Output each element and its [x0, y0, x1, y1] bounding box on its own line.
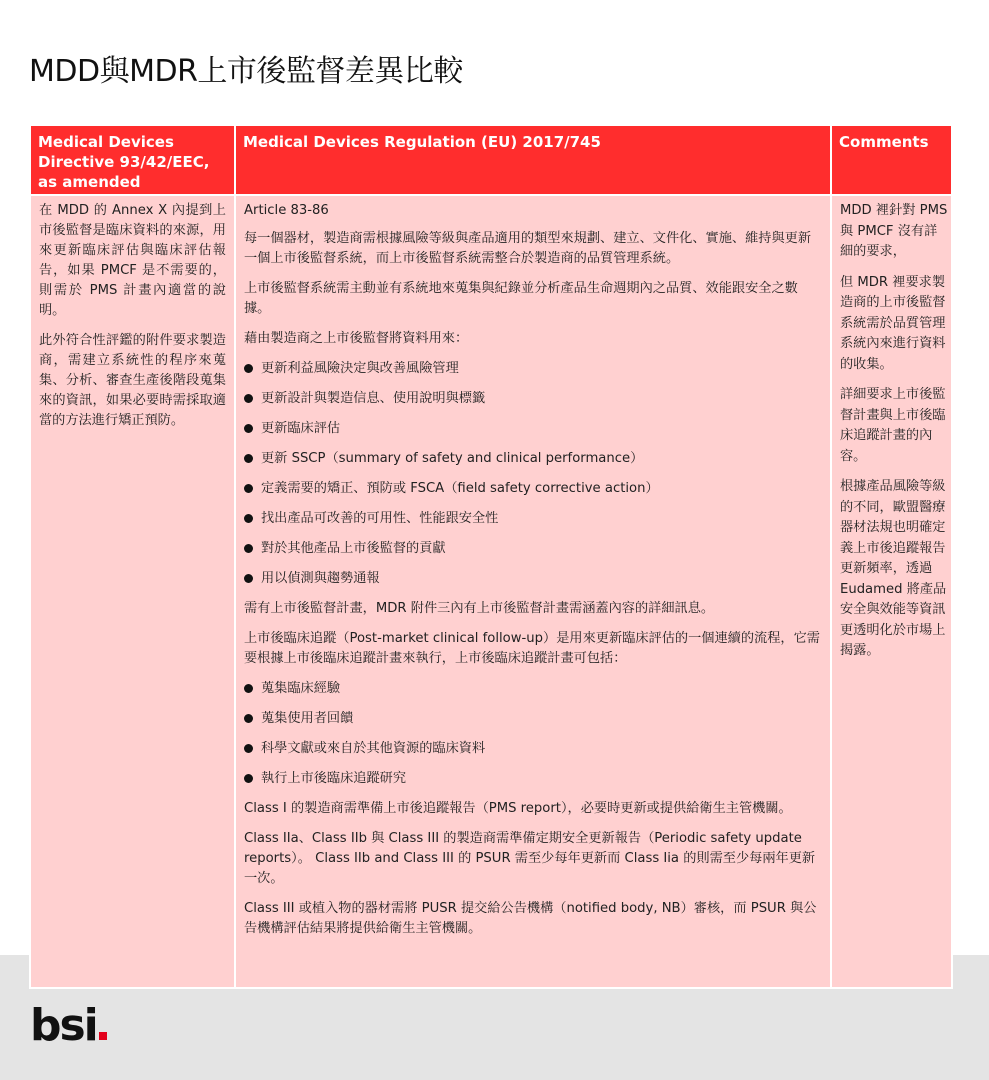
list-item — [244, 359, 822, 379]
mdr-paragraph: 上市後監督系統需主動並有系統地來蒐集與紀錄並分析產品生命週期內之品質、效能跟安全之數據。 — [244, 281, 798, 316]
pms-uses-list — [244, 359, 822, 589]
bullet-icon — [244, 424, 253, 433]
mdr-paragraph: 藉由製造商之上市後監督將資料用來： — [244, 331, 469, 346]
mdr-paragraph: Class IIa、Class IIb 與 Class III 的製造商需準備定期安全更新報告（Periodic safety update reports）。 Class IIb and Class III 的 PSUR 需至少每年更新而 Class Iia 的則需至少每兩年更新一次。 — [244, 831, 816, 886]
page-title: MDD與MDR上市後監督差異比較 — [29, 54, 463, 89]
mdd-cell — [30, 195, 235, 988]
list-item-text: 科學文獻或來自於其他資源的臨床資料 — [261, 741, 486, 756]
list-item-text: 更新 SSCP（summary of safety and clinical performance） — [261, 451, 644, 466]
list-item-text: 更新臨床評估 — [261, 421, 341, 436]
header-mdr: Medical Devices Regulation (EU) 2017/745 — [235, 125, 831, 195]
comment-paragraph: 詳細要求上市後監督計畫與上市後臨床追蹤計畫的內容。 — [840, 387, 946, 464]
header-mdd: Medical Devices Directive 93/42/EEC, as amended — [30, 125, 235, 195]
bsi-logo-text: bsi — [30, 1000, 97, 1051]
list-item — [244, 479, 822, 499]
bullet-icon — [244, 394, 253, 403]
logo-dot-icon — [99, 1032, 107, 1040]
list-item-text: 蒐集臨床經驗 — [261, 681, 341, 696]
mdr-paragraph: 每一個器材，製造商需根據風險等級與產品適用的類型來規劃、建立、文件化、實施、維持與更新一個上市後監督系統，而上市後監督系統需整合於製造商的品質管理系統。 — [244, 231, 812, 266]
list-item-text: 找出產品可改善的可用性、性能跟安全性 — [261, 511, 499, 526]
mdr-paragraph: Class III 或植入物的器材需將 PUSR 提交給公告機構（notified body, NB）審核，而 PSUR 與公告機構評估結果將提供給衛生主管機關。 — [244, 901, 817, 936]
list-item — [244, 739, 822, 759]
list-item — [244, 769, 822, 789]
list-item-text: 更新利益風險決定與改善風險管理 — [261, 361, 459, 376]
bullet-icon — [244, 574, 253, 583]
bullet-icon — [244, 684, 253, 693]
bullet-icon — [244, 544, 253, 553]
list-item — [244, 509, 822, 529]
list-item — [244, 539, 822, 559]
bullet-icon — [244, 714, 253, 723]
list-item — [244, 449, 822, 469]
list-item — [244, 569, 822, 589]
mdr-paragraph: Class I 的製造商需準備上市後追蹤報告（PMS report），必要時更新或提供給衛生主管機關。 — [244, 801, 792, 816]
list-item-text: 對於其他產品上市後監督的貢獻 — [261, 541, 446, 556]
bullet-icon — [244, 744, 253, 753]
table-header-row — [30, 125, 952, 195]
mdr-paragraph: 需有上市後監督計畫，MDR 附件三內有上市後監督計畫需涵蓋內容的詳細訊息。 — [244, 601, 715, 616]
bullet-icon — [244, 514, 253, 523]
list-item-text: 更新設計與製造信息、使用說明與標籤 — [261, 391, 486, 406]
mdr-article-ref: Article 83-86 — [244, 203, 329, 218]
list-item-text: 用以偵測與趨勢通報 — [261, 571, 380, 586]
mdr-paragraph: 上市後臨床追蹤（Post-market clinical follow-up）是用來更新臨床評估的一個連續的流程，它需要根據上市後臨床追蹤計畫來執行，上市後臨床追蹤計畫可包括： — [244, 631, 820, 666]
comparison-table — [29, 124, 953, 989]
mdd-paragraph: 在 MDD 的 Annex X 內提到上市後監督是臨床資料的來源，用來更新臨床評估與臨床評估報告，如果 PMCF 是不需要的，則需於 PMS 計畫內適當的說明。 — [39, 203, 226, 318]
mdd-paragraph: 此外符合性評鑑的附件要求製造商，需建立系統性的程序來蒐集、分析、審查生產後階段蒐集來的資訊，如果必要時需採取適當的方法進行矯正預防。 — [39, 333, 226, 428]
bullet-icon — [244, 484, 253, 493]
list-item — [244, 679, 822, 699]
bullet-icon — [244, 364, 253, 373]
pmcf-plan-list — [244, 679, 822, 789]
bsi-logo — [30, 1002, 107, 1050]
bullet-icon — [244, 454, 253, 463]
list-item-text: 蒐集使用者回饋 — [261, 711, 354, 726]
comment-paragraph: 但 MDR 裡要求製造商的上市後監督系統需於品質管理系統內來進行資料的收集。 — [840, 274, 946, 372]
header-comments: Comments — [831, 125, 952, 195]
list-item — [244, 419, 822, 439]
mdr-cell — [235, 195, 831, 988]
list-item-text: 執行上市後臨床追蹤研究 — [261, 771, 407, 786]
comment-paragraph: 根據產品風險等級的不同，歐盟醫療器材法規也明確定義上市後追蹤報告更新頻率，透過 Eudamed 將產品安全與效能等資訊更透明化於市場上揭露。 — [840, 479, 947, 658]
comment-paragraph: MDD 裡針對 PMS 與 PMCF 沒有詳細的要求， — [840, 203, 948, 259]
list-item-text: 定義需要的矯正、預防或 FSCA（field safety corrective action） — [261, 481, 659, 496]
comments-cell — [831, 195, 952, 988]
list-item — [244, 389, 822, 409]
table-row — [30, 195, 952, 988]
list-item — [244, 709, 822, 729]
bullet-icon — [244, 774, 253, 783]
